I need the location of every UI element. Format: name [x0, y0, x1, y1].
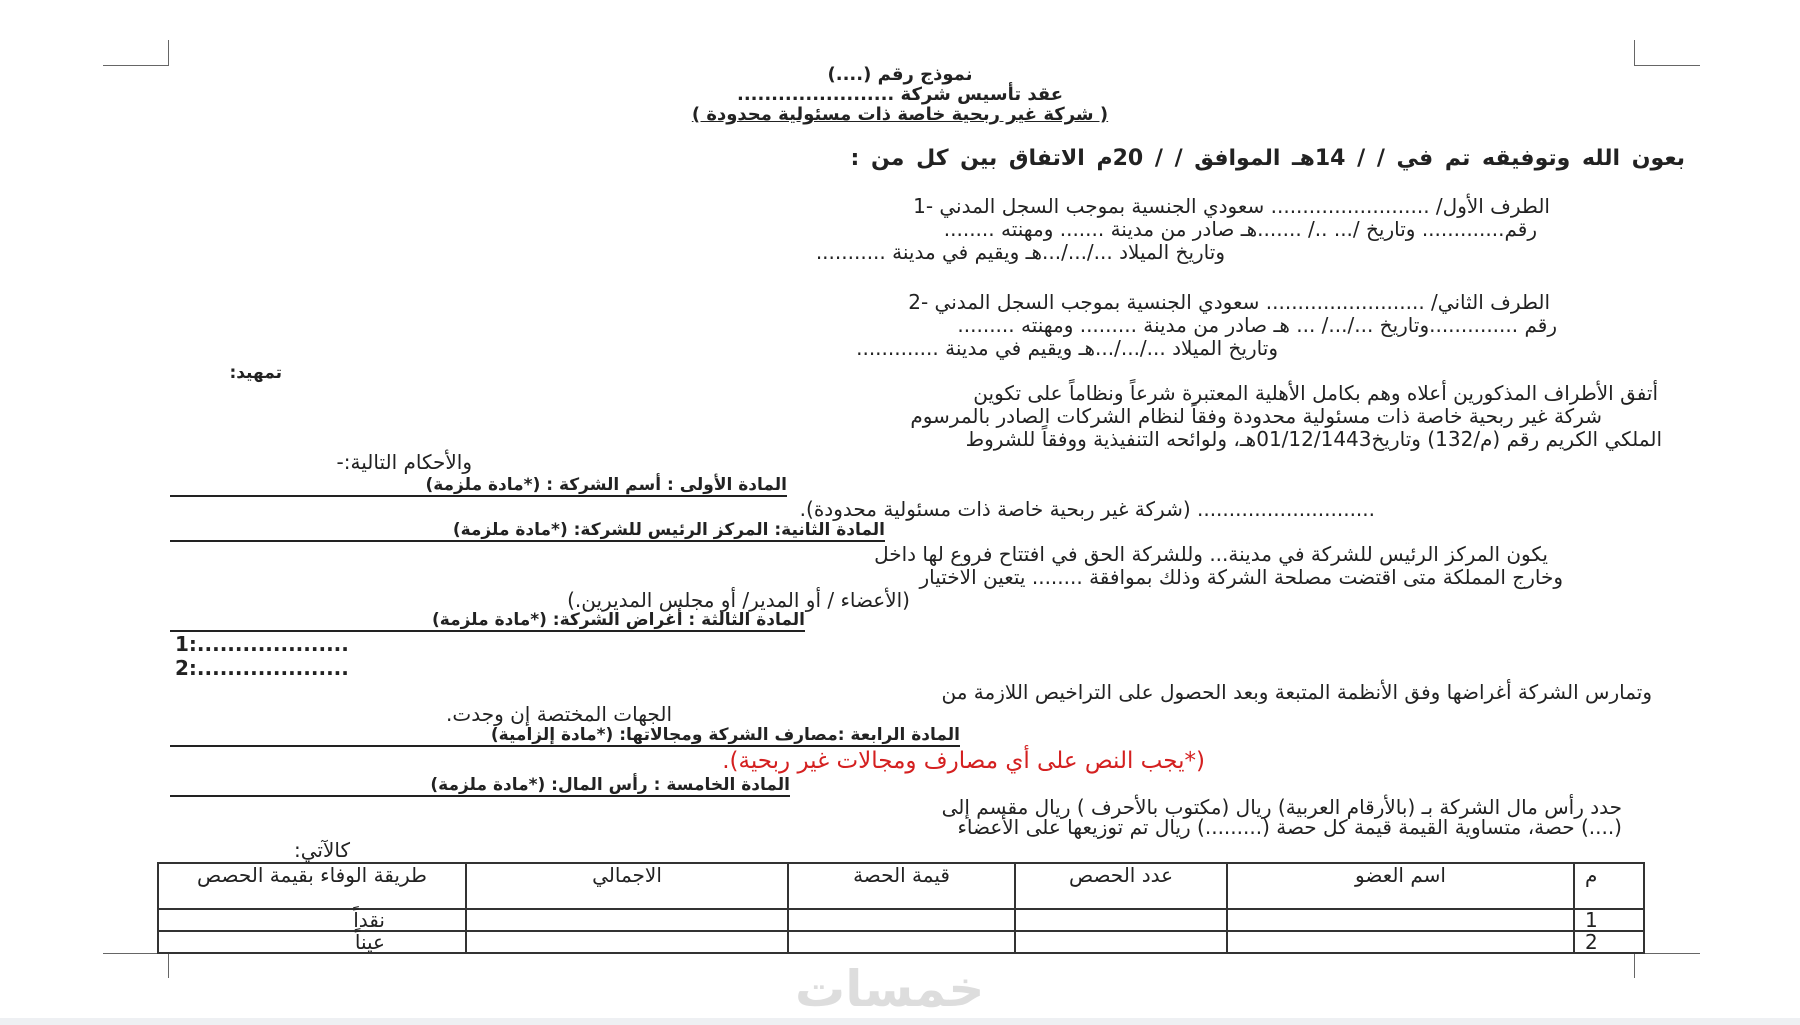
- article5-line: (....) حصة، متساوية القيمة قيمة كل حصة (.........) ريال تم توزيعها على الأعضاء: [957, 815, 1622, 839]
- article5-line: كالآتي:: [294, 838, 350, 862]
- table-row: [158, 931, 1644, 953]
- cell: [466, 909, 788, 931]
- intro-line: بعون الله وتوفيقه تم في / / 14هـ الموافق / / 20م الاتفاق بين كل من :: [850, 146, 1685, 171]
- article2-line: يكون المركز الرئيس للشركة في مدينة... وللشركة الحق في افتتاح فروع لها داخل: [874, 542, 1548, 566]
- cell: [788, 909, 1015, 931]
- article3-line: وتمارس الشركة أغراضها وفق الأنظمة المتبعة وبعد الحصول على التراخيص اللازمة من: [941, 680, 1652, 704]
- article3-heading: المادة الثالثة : أغراض الشركة: (*مادة ملزمة): [170, 610, 805, 632]
- table-row: [158, 909, 1644, 931]
- party1-line3: وتاريخ الميلاد .../.../...هـ ويقيم في مدينة ...........: [815, 240, 1225, 264]
- preamble-line: الملكي الكريم رقم (م/132) وتاريخ01/12/1443هـ، ولوائحه التنفيذية ووفقاً للشروط: [965, 427, 1662, 451]
- preamble-line: والأحكام التالية:-: [336, 450, 472, 474]
- cell: [1015, 909, 1227, 931]
- cell: 2: [1574, 931, 1644, 953]
- col-index: م: [1574, 863, 1644, 909]
- cell: 1: [1574, 909, 1644, 931]
- col-payment-method: طريقة الوفاء بقيمة الحصص: [158, 863, 466, 909]
- preamble-title: تمهيد:: [229, 363, 282, 383]
- cell: عيناً: [158, 931, 466, 953]
- article4-heading: المادة الرابعة :مصارف الشركة ومجالاتها: (*مادة إلزامية): [170, 725, 960, 747]
- cell: [1227, 909, 1574, 931]
- cell: نقداً: [158, 909, 466, 931]
- cell: [788, 931, 1015, 953]
- article5-heading: المادة الخامسة : رأس المال: (*مادة ملزمة): [170, 775, 790, 797]
- shares-table: [157, 862, 1645, 954]
- crop-mark: [168, 953, 169, 978]
- cell: [1227, 931, 1574, 953]
- party1-line1: الطرف الأول/ ......................... سعودي الجنسية بموجب السجل المدني -1: [913, 194, 1550, 218]
- article3-line: الجهات المختصة إن وجدت.: [446, 702, 672, 726]
- article2-line: (الأعضاء / أو المدير/ أو مجلس المديرين.): [567, 588, 910, 612]
- crop-mark: [1634, 40, 1635, 65]
- party2-line2: رقم ..............وتاريخ .../.../ ... هـ صادر من مدينة ......... ومهنته .........: [957, 313, 1557, 337]
- col-total: الاجمالي: [466, 863, 788, 909]
- form-number: نموذج رقم (....): [827, 64, 973, 85]
- party1-line2: رقم............. وتاريخ /... ../ .......هـ صادر من مدينة ....... ومهنته ........: [943, 217, 1537, 241]
- purpose-item: 1:....................: [175, 632, 349, 656]
- preamble-line: أتفق الأطراف المذكورين أعلاه وهم بكامل الأهلية المعتبرة شرعاً ونظاماً على تكوين: [973, 381, 1658, 405]
- party2-line1: الطرف الثاني/ ......................... سعودي الجنسية بموجب السجل المدني -2: [908, 290, 1550, 314]
- col-member-name: اسم العضو: [1227, 863, 1574, 909]
- cell: [466, 931, 788, 953]
- article2-heading: المادة الثانية: المركز الرئيس للشركة: (*مادة ملزمة): [170, 520, 885, 542]
- col-share-value: قيمة الحصة: [788, 863, 1015, 909]
- party2-line3: وتاريخ الميلاد .../.../...هـ ويقيم في مدينة .............: [856, 336, 1278, 360]
- article1-text: ............................ (شركة غير ربحية خاصة ذات مسئولية محدودة).: [799, 497, 1375, 521]
- watermark-logo: خمسات: [795, 960, 985, 1018]
- article1-heading: المادة الأولى : أسم الشركة : (*مادة ملزمة): [170, 475, 787, 497]
- preamble-line: شركة غير ربحية خاصة ذات مسئولية محدودة وفقاً لنظام الشركات الصادر بالمرسوم: [910, 404, 1602, 428]
- col-share-count: عدد الحصص: [1015, 863, 1227, 909]
- table-header-row: [158, 863, 1644, 909]
- article5-line: حدد رأس مال الشركة بـ (بالأرقام العربية) ريال (مكتوب بالأحرف ) ريال مقسم إلى: [941, 795, 1622, 819]
- cell: [1015, 931, 1227, 953]
- purpose-item: 2:....................: [175, 656, 349, 680]
- article4-note: (*يجب النص على أي مصارف ومجالات غير ربحية).: [722, 748, 1205, 774]
- company-type: ( شركة غير ربحية خاصة ذات مسئولية محدودة ): [691, 104, 1109, 125]
- crop-mark: [168, 40, 169, 65]
- contract-title: عقد تأسيس شركة .......................: [736, 84, 1063, 105]
- bottom-strip: [0, 1018, 1800, 1025]
- article2-line: وخارج المملكة متى اقتضت مصلحة الشركة وذلك بموافقة ........ يتعين الاختيار: [919, 565, 1563, 589]
- crop-mark: [1634, 953, 1635, 978]
